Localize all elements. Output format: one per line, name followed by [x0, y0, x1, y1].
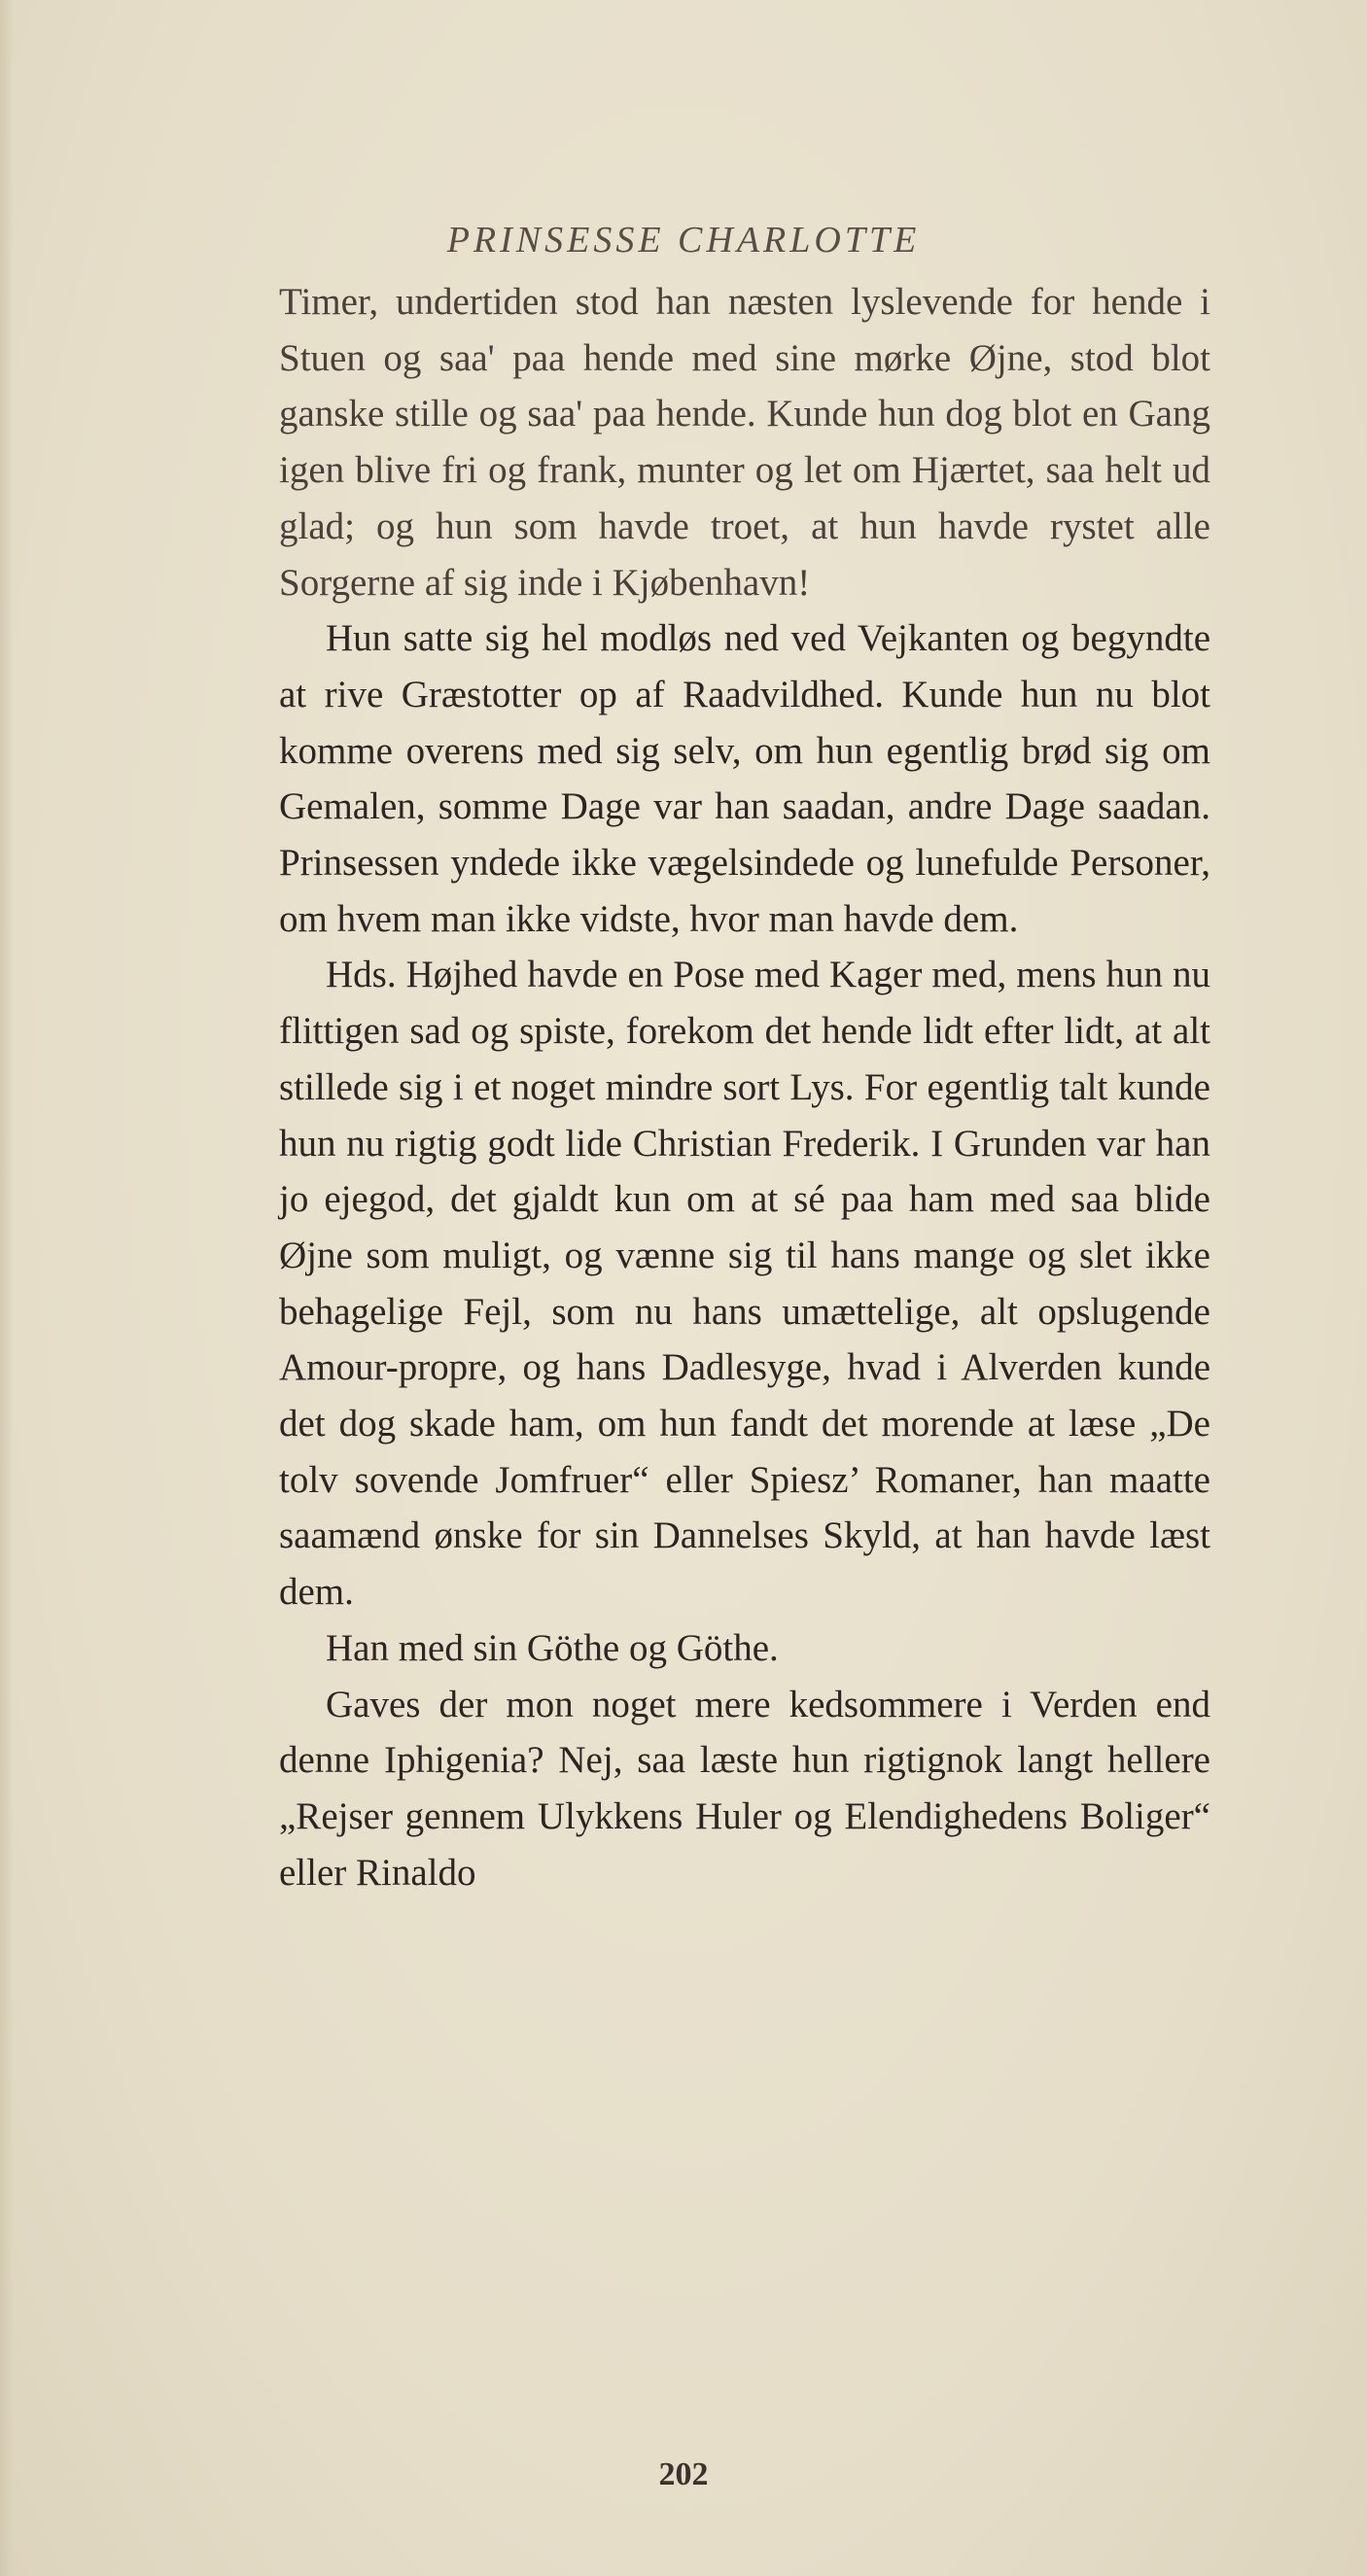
page-number: 202 — [658, 2456, 709, 2492]
page-edge-shadow — [0, 0, 14, 2576]
running-head: PRINSESSE CHARLOTTE — [446, 220, 921, 261]
paragraph-1: Timer, undertiden stod han næsten lyslevende for hende i Stuen og saa' paa hende med sine mørke Øjne, stod blot ganske stille og saa' paa hende. Kunde hun dog blot en Gang igen blive fri og frank, munter og let om Hjærtet, saa helt ud glad; og hun som havde troet, at hun havde rystet alle Sorgerne af sig inde i Kjøbenhavn! — [279, 281, 1210, 604]
paragraph-2: Hun satte sig hel modløs ned ved Vejkanten og begyndte at rive Græstotter op af Raadvildhed. Kunde hun nu blot komme overens med sig selv, om hun egentlig brød sig om Gemalen, somme Dage var han saadan, andre Dage saadan. Prinsessen yndede ikke vægelsindede og lunefulde Personer, om hvem man ikke vidste, hvor man havde dem. — [279, 617, 1210, 940]
paragraph-5: Gaves der mon noget mere kedsommere i Verden end denne Iphigenia? Nej, saa læste hun rigtignok langt hellere „Rejser gennem Ulykkens Huler og Elendighedens Boliger“ eller Rinaldo — [279, 1683, 1210, 1894]
paragraph-4: Han med sin Göthe og Göthe. — [326, 1626, 779, 1669]
body-text — [279, 274, 1210, 1900]
paragraph-3: Hds. Højhed havde en Pose med Kager med, mens hun nu flittigen sad og spiste, forekom det hende lidt efter lidt, at alt stillede sig i et noget mindre sort Lys. For egentlig talt kunde hun nu rigtig godt lide Christian Frederik. I Grunden var han jo ejegod, det gjaldt kun om at sé paa ham med saa blide Øjne som muligt, og vænne sig til hans mange og slet ikke behagelige Fejl, som nu hans umættelige, alt opslugende Amour-propre, og hans Dadlesyge, hvad i Alverden kunde det dog skade ham, om hun fandt det morende at læse „De tolv sovende Jomfruer“ eller Spiesz’ Romaner, han maatte saamænd ønske for sin Dannelses Skyld, at han havde læst dem. — [279, 954, 1210, 1614]
